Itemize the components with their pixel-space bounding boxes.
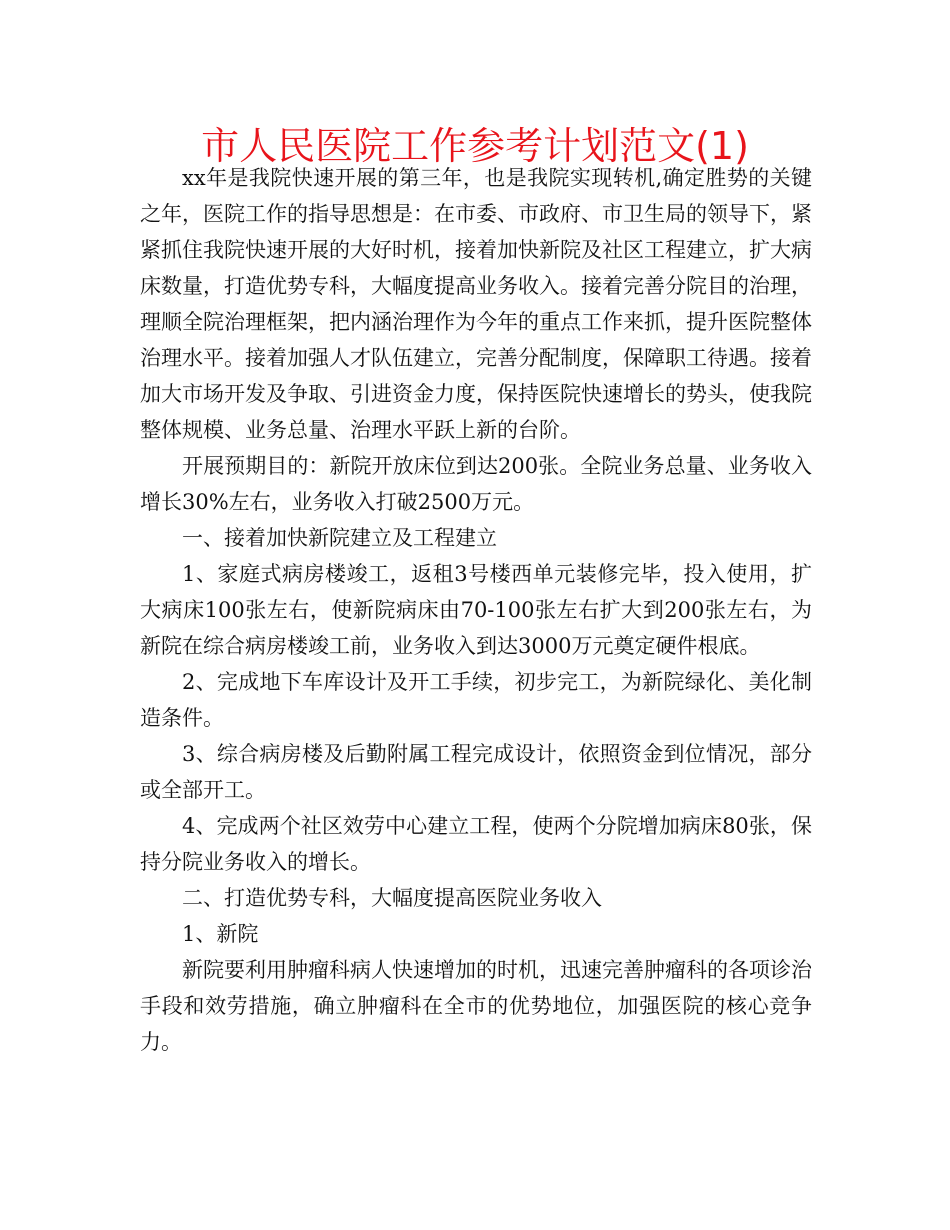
paragraph-intro: xx年是我院快速开展的第三年，也是我院实现转机,确定胜势的关键之年，医院工作的指导思想是：在市委、市政府、市卫生局的领导下，紧紧抓住我院快速开展的大好时机，接着加快新院及社区工程建立，扩大病床数量，打造优势专科，大幅度提高业务收入。接着完善分院目的治理，理顺全院治理框架，把内涵治理作为今年的重点工作来抓，提升医院整体治理水平。接着加强人才队伍建立，完善分配制度，保障职工待遇。接着加大市场开发及争取、引进资金力度，保持医院快速增长的势头，使我院整体规模、业务总量、治理水平跃上新的台阶。 [140, 166, 812, 442]
paragraph-item-2: 2、完成地下车库设计及开工手续，初步完工，为新院绿化、美化制造条件。 [140, 670, 812, 730]
paragraph-new-hospital: 新院要利用肿瘤科病人快速增加的时机，迅速完善肿瘤科的各项诊治手段和效劳措施，确立肿瘤科在全市的优势地位，加强医院的核心竞争力。 [140, 958, 812, 1054]
paragraph-item-1: 1、家庭式病房楼竣工，返租3号楼西单元装修完毕，投入使用，扩大病床100张左右，使新院病床由70-100张左右扩大到200张左右，为新院在综合病房楼竣工前，业务收入到达3000万元奠定硬件根底。 [140, 562, 812, 658]
subsection-heading-new-hospital: 1、新院 [182, 922, 259, 946]
section-heading-1: 一、接着加快新院建立及工程建立 [182, 526, 497, 550]
paragraph-item-4: 4、完成两个社区效劳中心建立工程，使两个分院增加病床80张，保持分院业务收入的增长。 [140, 814, 812, 874]
section-heading-2: 二、打造优势专科，大幅度提高医院业务收入 [182, 886, 602, 910]
paragraph-item-3: 3、综合病房楼及后勤附属工程完成设计，依照资金到位情况，部分或全部开工。 [140, 742, 812, 802]
paragraph-goals: 开展预期目的：新院开放床位到达200张。全院业务总量、业务收入增长30%左右，业务收入打破2500万元。 [140, 454, 812, 514]
document-body [140, 160, 812, 1060]
document-title: 市人民医院工作参考计划范文(1) [201, 124, 749, 168]
